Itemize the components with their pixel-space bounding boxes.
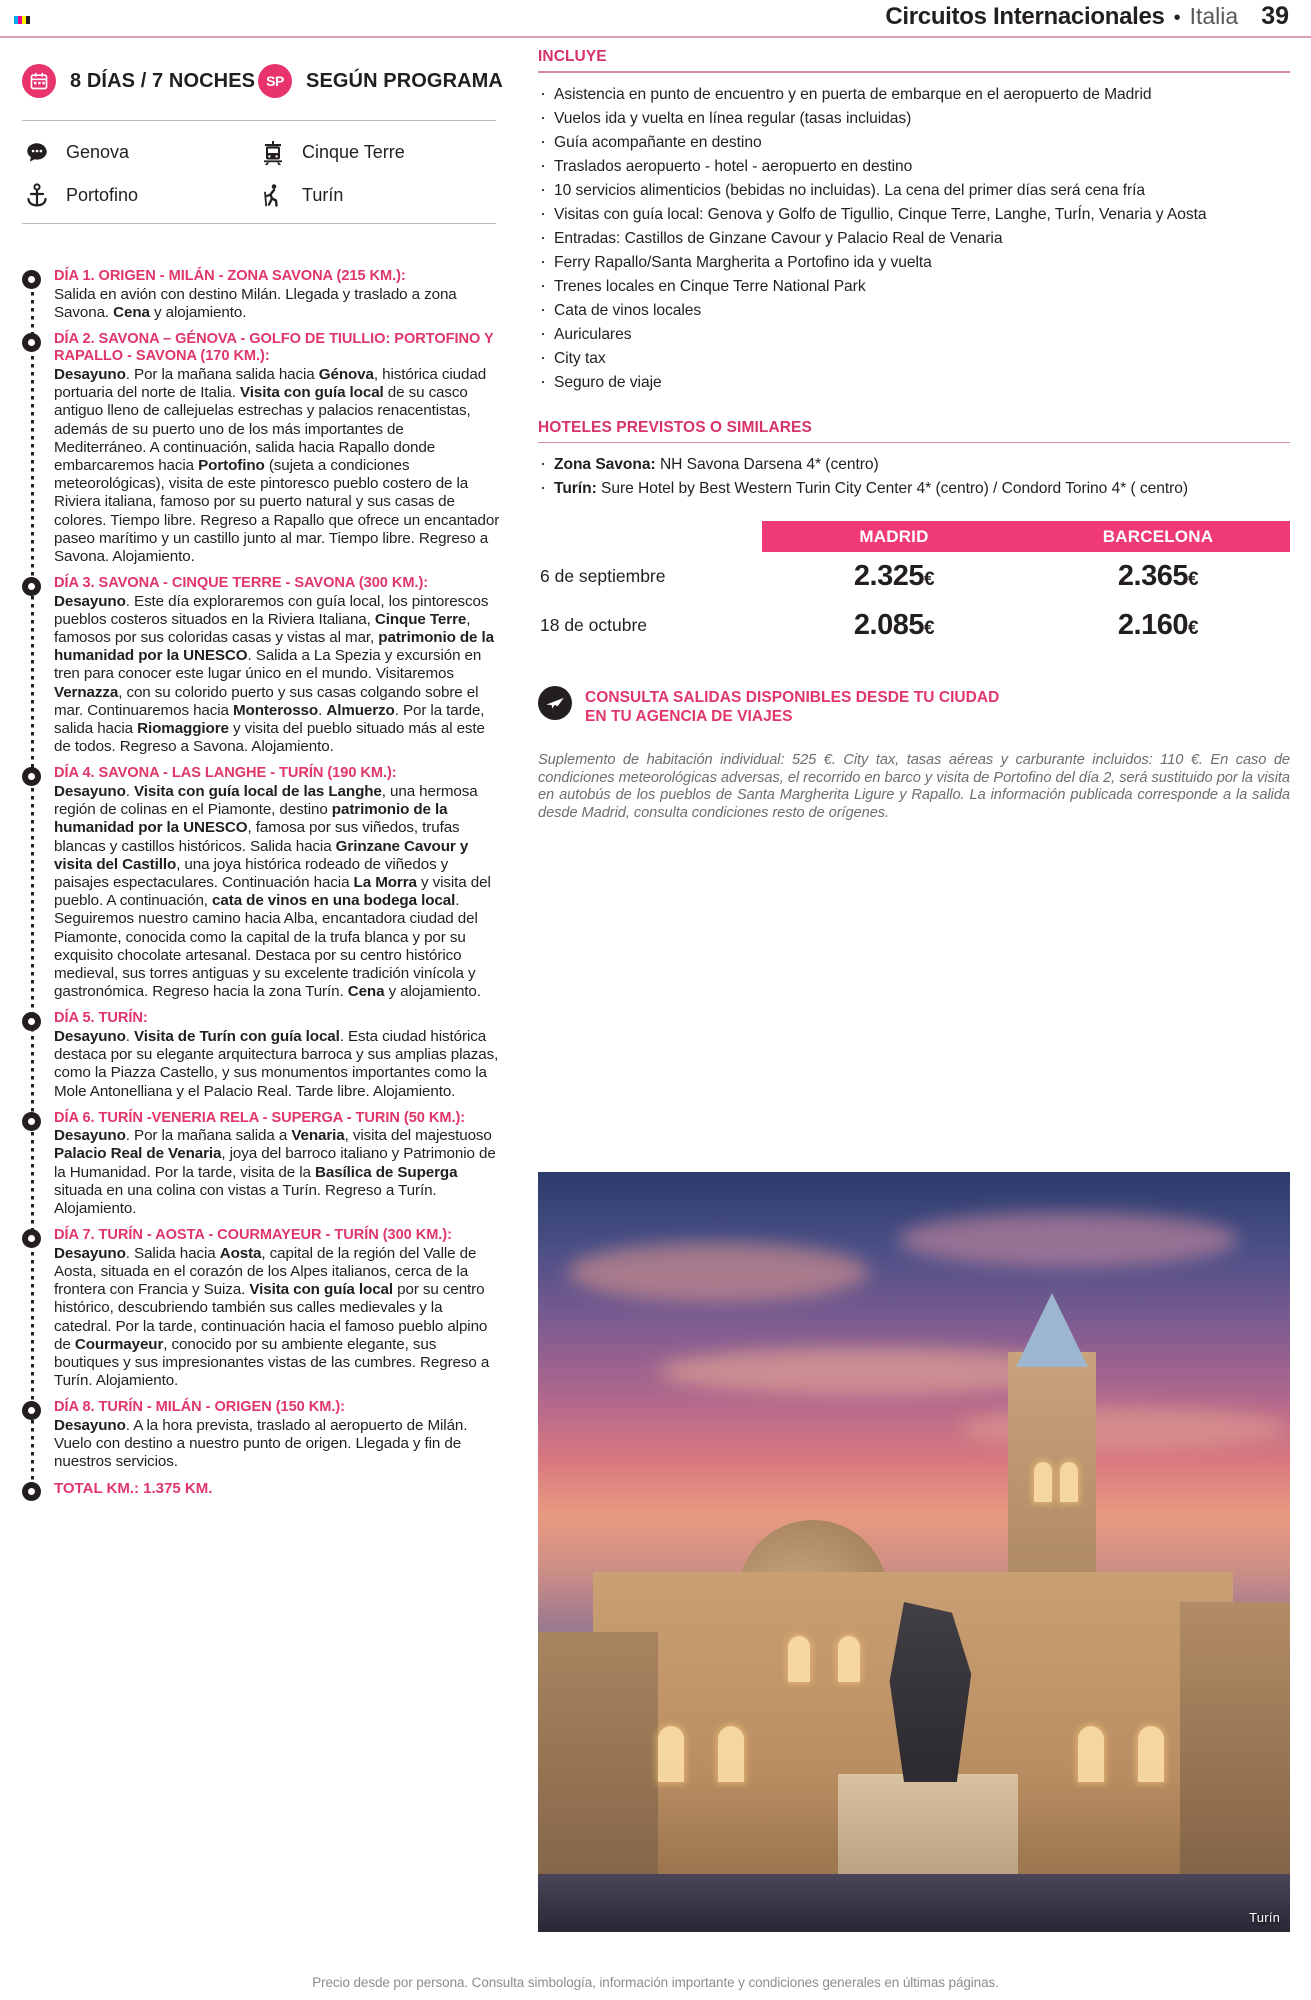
cloud-shape xyxy=(568,1242,868,1302)
program-label: SEGÚN PROGRAMA xyxy=(306,69,503,92)
price-cell: 2.085€ xyxy=(853,609,935,641)
window-light xyxy=(1138,1726,1164,1782)
photo-ground xyxy=(538,1874,1290,1932)
timeline-dot-icon xyxy=(22,333,41,352)
itinerary-total xyxy=(54,1480,500,1497)
itinerary-day xyxy=(54,575,500,756)
list-item: · Ferry Rapallo/Santa Margherita a Portofino ida y vuelta xyxy=(538,252,1290,273)
window-light xyxy=(718,1726,744,1782)
price-table-header xyxy=(538,521,1290,552)
itinerary-day xyxy=(54,1399,500,1471)
page-footer: Precio desde por persona. Consulta simbología, información importante y condiciones generales en últimas páginas. xyxy=(312,1975,999,1990)
highlight-label: Genova xyxy=(66,142,130,162)
day-title: DÍA 7. TURÍN - AOSTA - COURMAYEUR - TURÍN (300 KM.): xyxy=(54,1227,452,1244)
list-item xyxy=(538,478,1290,499)
timeline-dot-icon xyxy=(22,1401,41,1420)
window-light xyxy=(658,1726,684,1782)
timeline-dot-icon xyxy=(22,577,41,596)
itinerary-list xyxy=(22,268,500,1497)
hoteles-list xyxy=(538,454,1290,499)
day-title: DÍA 4. SAVONA - LAS LANGHE - TURÍN (190 KM.): xyxy=(54,765,397,782)
window-light xyxy=(1060,1462,1078,1502)
hotel-detail: Sure Hotel by Best Western Turin City Center 4* (centro) / Condord Torino 4* ( centro) xyxy=(596,480,1189,497)
summary-duration xyxy=(22,48,258,114)
highlight-cinque-terre xyxy=(258,131,494,174)
timeline-dot-icon xyxy=(22,1012,41,1031)
destination-photo xyxy=(538,1172,1290,1932)
highlight-portofino xyxy=(22,174,258,217)
consulta-text xyxy=(585,686,999,726)
anchor-icon xyxy=(22,181,52,211)
incluye-list xyxy=(538,84,1290,393)
day-body: Desayuno. Este día exploraremos con guía local, los pintorescos pueblos costeros situados en la Riviera Italiana, Cinque Terre, famosos por sus coloridas casas y vistas al mar, patrimonio de la humanidad por la UNESCO. Salida a La Spezia y excursión en tren para conocer este lugar único en el mundo. Visitaremos Vernazza, con su colorido puerto y sus casas colgando sobre el mar. Continuaremos hacia Monterosso. Almuerzo. Por la tarde, salida hacia Riomaggiore y visita del pueblo situado más al este de todos. Regreso a Savona. Alojamiento. xyxy=(54,592,494,756)
walking-tour-icon xyxy=(258,181,288,211)
hotel-city: Zona Savona: xyxy=(554,456,656,473)
summary-program xyxy=(258,48,503,114)
hotel-city: Turín: xyxy=(554,480,597,497)
consulta-banner xyxy=(538,686,1290,726)
list-item: · Auriculares xyxy=(538,324,1290,345)
day-body: Desayuno. Visita de Turín con guía local. Esta ciudad histórica destaca por su elegante arquitectura barroca y sus amplias plazas, como la Piazza Castello, y sus monumentos importantes como la Mole Antonelliana y el Palacio Real. Tarde libre. Alojamiento. xyxy=(54,1027,499,1100)
list-item: · Entradas: Castillos de Ginzane Cavour y Palacio Real de Venaria xyxy=(538,228,1290,249)
consulta-line-1: CONSULTA SALIDAS DISPONIBLES DESDE TU CIUDAD xyxy=(585,689,1000,706)
calendar-icon xyxy=(22,64,56,98)
list-item: · Seguro de viaje xyxy=(538,372,1290,393)
trip-highlight-icons xyxy=(22,131,500,217)
itinerary-day xyxy=(54,1227,500,1390)
column-header-barcelona: BARCELONA xyxy=(1102,526,1214,546)
price-table xyxy=(538,521,1290,650)
list-item: · Vuelos ida y vuelta en línea regular (tasas incluidas) xyxy=(538,108,1290,129)
currency-symbol: € xyxy=(1188,569,1199,590)
itinerary-day xyxy=(54,268,500,322)
departure-date: 18 de octubre xyxy=(540,615,648,635)
program-badge-icon: SP xyxy=(258,64,292,98)
departure-date: 6 de septiembre xyxy=(540,566,666,586)
hoteles-divider xyxy=(538,442,1290,444)
consulta-line-2: EN TU AGENCIA DE VIAJES xyxy=(585,708,793,725)
timeline-dot-icon xyxy=(22,1482,41,1501)
right-column xyxy=(538,48,1290,822)
column-header-madrid: MADRID xyxy=(859,526,929,546)
list-item: · Cata de vinos locales xyxy=(538,300,1290,321)
header-divider xyxy=(0,36,1311,38)
itinerary-timeline xyxy=(31,276,34,1487)
list-item: · Asistencia en punto de encuentro y en puerta de embarque en el aeropuerto de Madrid xyxy=(538,84,1290,105)
timeline-dot-icon xyxy=(22,767,41,786)
header-title: Circuitos Internacionales xyxy=(885,3,1165,30)
total-km-label: TOTAL KM.: 1.375 KM. xyxy=(54,1480,213,1498)
supplement-note: Suplemento de habitación individual: 525 €. City tax, tasas aéreas y carburante incluidos: 110 €. En caso de condiciones meteorológicas adversas, el recorrido en barco y visita de Portofino del día 2, será sustituido por la visita en autobús de los pueblos de Santa Margherita Ligure y Rapallo. La información publicada corresponde a la salida desde Madrid, consulta condiciones resto de orígenes. xyxy=(538,752,1290,821)
tram-icon xyxy=(258,138,288,168)
currency-symbol: € xyxy=(924,569,935,590)
duration-label: 8 DÍAS / 7 NOCHES xyxy=(70,69,256,92)
list-item: · Visitas con guía local: Genova y Golfo de Tigullio, Cinque Terre, Langhe, TurÍn, Venaria y Aosta xyxy=(538,204,1290,225)
highlight-turin xyxy=(258,174,494,217)
highlight-label: Portofino xyxy=(66,185,139,205)
crop-marks xyxy=(14,16,30,24)
highlight-label: Cinque Terre xyxy=(302,142,405,162)
summary-divider-bottom xyxy=(22,223,496,224)
hoteles-section xyxy=(538,419,1290,500)
incluye-divider xyxy=(538,71,1290,73)
day-body: Desayuno. Por la mañana salida hacia Génova, histórica ciudad portuaria del norte de Italia. Visita con guía local de su casco antiguo lleno de callejuelas estrechas y palacios renacentistas, además de su puerto uno de los más importantes de Mediterráneo. A continuación, salida hacia Rapallo donde embarcaremos hacia Portofino (sujeta a condiciones meteorológicas), visita de este pintoresco pueblo costero de la Riviera italiana, famoso por su puerto natural y sus casas de colores. Tiempo libre. Regreso a Rapallo que ofrece un encantador paseo marítimo y un castillo junto al mar. Tiempo libre. Regreso a Savona. Alojamiento. xyxy=(54,365,500,565)
day-title: DÍA 1. ORIGEN - MILÁN - ZONA SAVONA (215 KM.): xyxy=(54,268,406,284)
header-subtitle: Italia xyxy=(1189,3,1239,29)
day-title: DÍA 3. SAVONA - CINQUE TERRE - SAVONA (300 KM.): xyxy=(54,575,429,592)
day-body: Salida en avión con destino Milán. Llegada y traslado a zona Savona. Cena y alojamiento. xyxy=(54,285,457,321)
page-number: 39 xyxy=(1261,2,1289,30)
page-header xyxy=(0,0,1311,36)
cloud-shape xyxy=(898,1212,1238,1267)
itinerary-day xyxy=(54,1010,500,1100)
airplane-icon xyxy=(538,686,572,720)
trip-summary-icons xyxy=(22,48,503,114)
summary-divider-top xyxy=(22,120,496,121)
table-row xyxy=(538,552,1290,601)
price-cell: 2.160€ xyxy=(1117,609,1199,641)
incluye-heading: INCLUYE xyxy=(538,48,607,65)
day-body: Desayuno. A la hora prevista, traslado al aeropuerto de Milán. Vuelo con destino a nuestro punto de origen. Llegada y fin de nuestros servicios. xyxy=(54,1416,468,1471)
left-column xyxy=(22,48,503,1506)
list-item: · Guía acompañante en destino xyxy=(538,132,1290,153)
timeline-dot-icon xyxy=(22,1112,41,1131)
list-item: · 10 servicios alimenticios (bebidas no incluidas). La cena del primer días será cena fría xyxy=(538,180,1290,201)
window-light xyxy=(838,1636,860,1682)
itinerary-day xyxy=(54,1110,500,1219)
window-light xyxy=(1078,1726,1104,1782)
day-title: DÍA 5. TURÍN: xyxy=(54,1010,148,1027)
hotel-detail: NH Savona Darsena 4* (centro) xyxy=(655,456,879,473)
timeline-dot-icon xyxy=(22,270,41,289)
itinerary-day xyxy=(54,765,500,1001)
timeline-dot-icon xyxy=(22,1229,41,1248)
photo-caption: Turín xyxy=(1249,1910,1280,1925)
day-title: DÍA 8. TURÍN - MILÁN - ORIGEN (150 KM.): xyxy=(54,1399,345,1416)
day-title: DÍA 6. TURÍN -VENERIA RELA - SUPERGA - TURIN (50 KM.): xyxy=(54,1109,466,1126)
currency-symbol: € xyxy=(924,618,935,639)
hoteles-heading: HOTELES PREVISTOS O SIMILARES xyxy=(538,418,812,436)
list-item xyxy=(538,454,1290,475)
list-item: · City tax xyxy=(538,348,1290,369)
day-body: Desayuno. Por la mañana salida a Venaria, visita del majestuoso Palacio Real de Venaria, joya del barroco italiano y Patrimonio de la Humanidad. Por la tarde, visita de la Basílica de Superga situada en una colina con vistas a Turín. Regreso a Turín. Alojamiento. xyxy=(54,1127,496,1218)
list-item: · Traslados aeropuerto - hotel - aeropuerto en destino xyxy=(538,156,1290,177)
highlight-genova xyxy=(22,131,258,174)
currency-symbol: € xyxy=(1188,618,1199,639)
itinerary-day xyxy=(54,331,500,566)
window-light xyxy=(1034,1462,1052,1502)
day-body: Desayuno. Salida hacia Aosta, capital de la región del Valle de Aosta, situada en el corazón de los Alpes italianos, cerca de la frontera con Francia y Suiza. Visita con guía local por su centro histórico, descubriendo también sus calles medievales y la catedral. Por la tarde, continuación hacia el famoso pueblo alpino de Courmayeur, conocido por su ambiente elegante, sus boutiques y sus impresionantes vistas de las cumbres. Regreso a Turín. Alojamiento. xyxy=(54,1244,490,1390)
day-body: Desayuno. Visita con guía local de las Langhe, una hermosa región de colinas en el Piamonte, destino patrimonio de la humanidad por la UNESCO, famosa por sus viñedos, trufas blancas y castillos históricos. Salida hacia Grinzane Cavour y visita del Castillo, una joya histórica rodeado de viñedos y paisajes espectaculares. Continuación hacia La Morra y visita del pueblo. A continuación, cata de vinos en una bodega local. Seguiremos nuestro camino hacia Alba, encantadora ciudad del Piamonte, conocida como la capital de la trufa blanca y por su exquisito chocolate artesanal. Destaca por su centro histórico medieval, sus torres antiguas y su excelente tradición vinícola y gastronómica. Regreso hacia la zona Turín. Cena y alojamiento. xyxy=(54,782,491,1001)
window-light xyxy=(788,1636,810,1682)
header-separator: • xyxy=(1173,7,1181,29)
price-cell: 2.365€ xyxy=(1117,560,1199,592)
list-item: · Trenes locales en Cinque Terre National Park xyxy=(538,276,1290,297)
speech-bubble-icon xyxy=(22,138,52,168)
day-title: DÍA 2. SAVONA – GÉNOVA - GOLFO DE TIULLIO: PORTOFINO Y RAPALLO - SAVONA (170 KM.): xyxy=(54,330,494,365)
price-cell: 2.325€ xyxy=(853,560,935,592)
table-row xyxy=(538,601,1290,650)
highlight-label: Turín xyxy=(302,185,344,205)
